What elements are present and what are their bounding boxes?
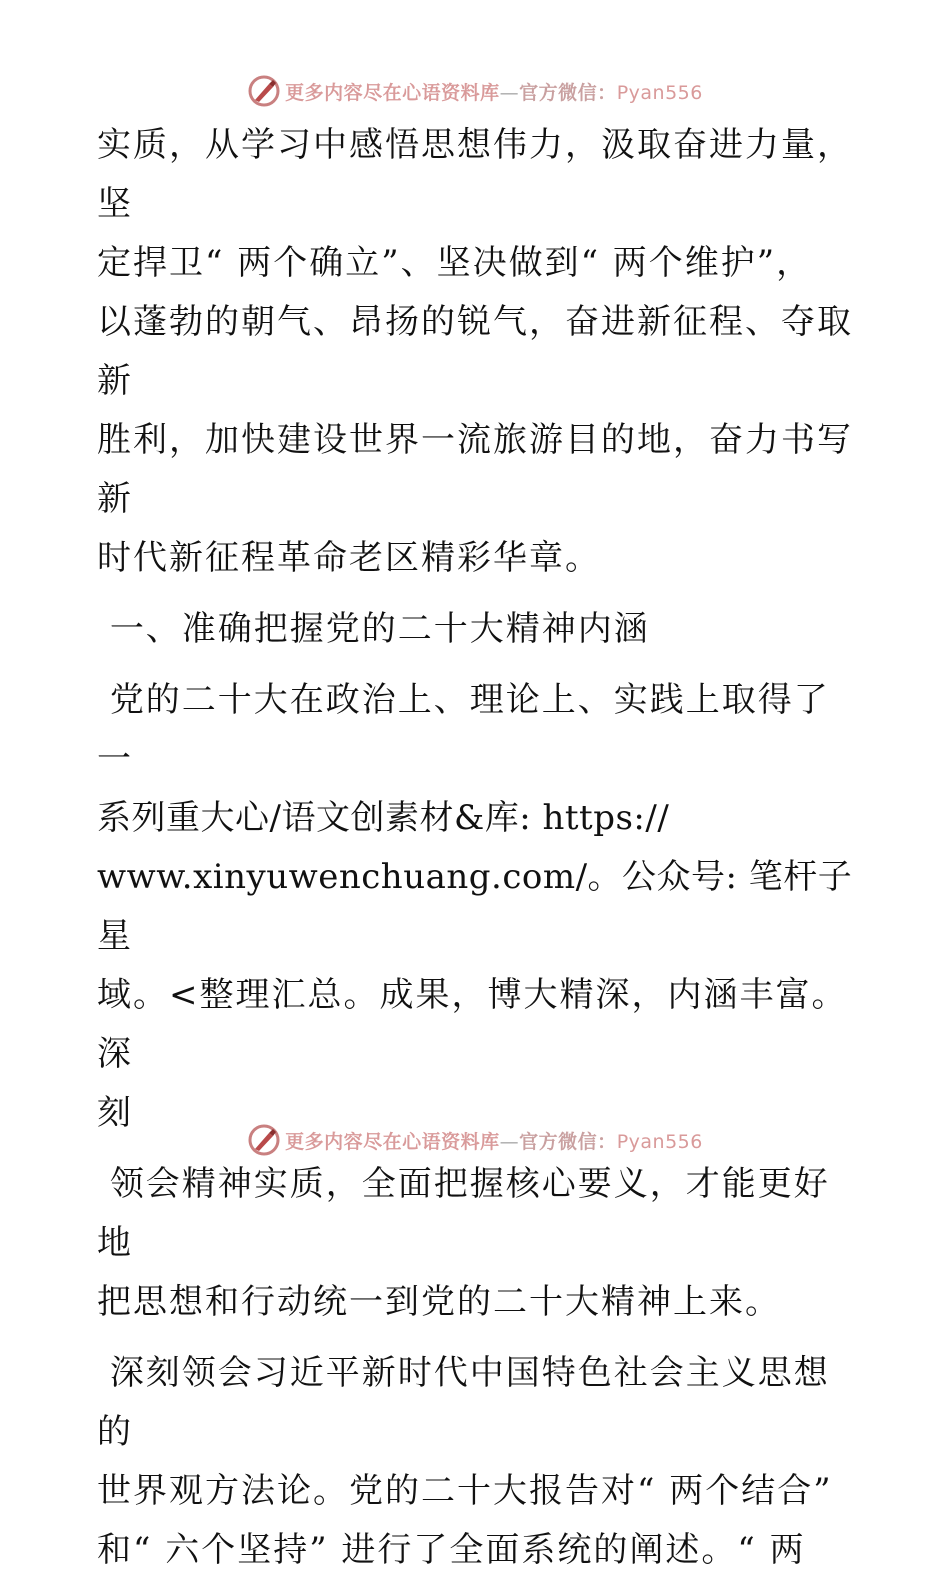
paragraph-line: 深刻领会习近平新时代中国特色社会主义思想的 [97,1353,830,1452]
pen-logo-icon [247,74,281,108]
paragraph-line: 时代新征程革命老区精彩华章。 [97,538,601,578]
header-banner-main: 更多内容尽在心语资料库 [285,81,500,104]
paragraph-line: www.xinyuwenchuang.com/。公众号: 笔杆子星 [97,857,853,956]
paragraph-2 [97,671,857,1143]
paragraph-line: 实质，从学习中感悟思想伟力，汲取奋进力量，坚 [97,125,853,224]
paragraph-line: 定捍卫“ 两个确立”、坚决做到“ 两个维护”， [97,243,813,283]
header-banner-wechat: Pyan556 [616,81,703,104]
paragraph-4 [97,1344,857,1580]
footer-banner-text [285,1127,703,1154]
paragraph-line: 系列重大心/语文创素材&库: https:// [97,798,670,838]
pen-logo-icon [247,1123,281,1157]
header-banner-tail: 官方微信： [519,81,617,104]
section-heading: 一、准确把握党的二十大精神内涵 [97,609,650,649]
footer-banner-main: 更多内容尽在心语资料库 [285,1130,500,1153]
paragraph-line: 以蓬勃的朝气、昂扬的锐气，奋进新征程、夺取新 [97,302,853,401]
paragraph-3 [97,1155,857,1332]
document-body [97,116,857,1580]
footer-banner-tail: 官方微信： [519,1130,617,1153]
paragraph-line: 世界观方法论。党的二十大报告对“ 两个结合” [97,1471,833,1511]
header-banner [0,71,950,111]
paragraph-line: 党的二十大在政治上、理论上、实践上取得了一 [97,680,830,779]
paragraph-line: 胜利，加快建设世界一流旅游目的地，奋力书写新 [97,420,853,519]
header-banner-separator: — [499,81,520,104]
paragraph-1 [97,116,857,588]
header-banner-text [285,78,703,105]
footer-banner [0,1120,950,1160]
paragraph-line: 刻 [97,1093,133,1133]
footer-banner-wechat: Pyan556 [616,1130,703,1153]
footer-banner-separator: — [499,1130,520,1153]
paragraph-line: 域。<整理汇总。成果，博大精深，内涵丰富。深 [97,975,848,1074]
paragraph-line: 领会精神实质，全面把握核心要义，才能更好地 [97,1164,830,1263]
paragraph-line: 和“ 六个坚持” 进行了全面系统的阐述。“ 两 [97,1530,806,1570]
paragraph-line: 把思想和行动统一到党的二十大精神上来。 [97,1282,781,1322]
